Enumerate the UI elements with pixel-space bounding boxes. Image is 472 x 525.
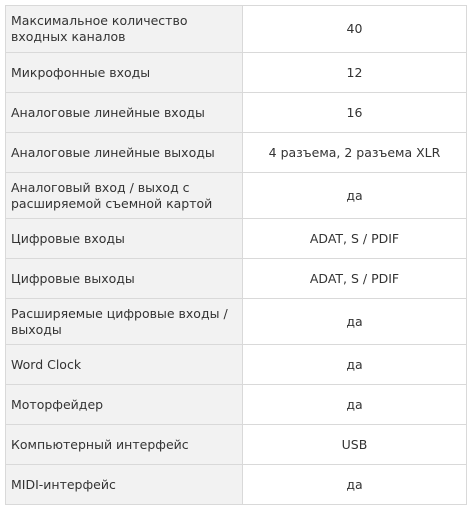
spec-name-cell: Word Clock <box>6 345 243 385</box>
table-row-max-input-channels <box>6 6 467 53</box>
spec-value-cell: да <box>243 385 467 425</box>
spec-value-cell: да <box>243 345 467 385</box>
table-row-computer-interface <box>6 425 467 465</box>
table-row-word-clock <box>6 345 467 385</box>
table-row-analog-line-inputs <box>6 93 467 133</box>
table-row-analog-line-outputs <box>6 133 467 173</box>
spec-name-cell: Цифровые входы <box>6 219 243 259</box>
table-row-analog-io-expansion-card <box>6 173 467 219</box>
table-row-mic-inputs <box>6 53 467 93</box>
spec-value-cell: 16 <box>243 93 467 133</box>
spec-name-cell: Аналоговые линейные выходы <box>6 133 243 173</box>
table-row-expandable-digital-io <box>6 299 467 345</box>
spec-name-cell: Моторфейдер <box>6 385 243 425</box>
spec-value-cell: да <box>243 173 467 219</box>
spec-name-cell: Микрофонные входы <box>6 53 243 93</box>
table-row-motor-fader <box>6 385 467 425</box>
table-row-midi-interface <box>6 465 467 505</box>
spec-value-cell: 4 разъема, 2 разъема XLR <box>243 133 467 173</box>
spec-name-cell: Цифровые выходы <box>6 259 243 299</box>
spec-value-cell: 12 <box>243 53 467 93</box>
table-row-digital-outputs <box>6 259 467 299</box>
spec-name-cell: Максимальное количество входных каналов <box>6 6 243 53</box>
spec-value-cell: да <box>243 465 467 505</box>
spec-name-cell: Компьютерный интерфейс <box>6 425 243 465</box>
spec-name-cell: MIDI-интерфейс <box>6 465 243 505</box>
spec-value-cell: ADAT, S / PDIF <box>243 259 467 299</box>
table-row-digital-inputs <box>6 219 467 259</box>
spec-name-cell: Расширяемые цифровые входы / выходы <box>6 299 243 345</box>
spec-name-cell: Аналоговый вход / выход с расширяемой съемной картой <box>6 173 243 219</box>
spec-value-cell: да <box>243 299 467 345</box>
spec-value-cell: USB <box>243 425 467 465</box>
spec-name-cell: Аналоговые линейные входы <box>6 93 243 133</box>
specifications-table <box>5 5 467 505</box>
spec-value-cell: 40 <box>243 6 467 53</box>
spec-value-cell: ADAT, S / PDIF <box>243 219 467 259</box>
